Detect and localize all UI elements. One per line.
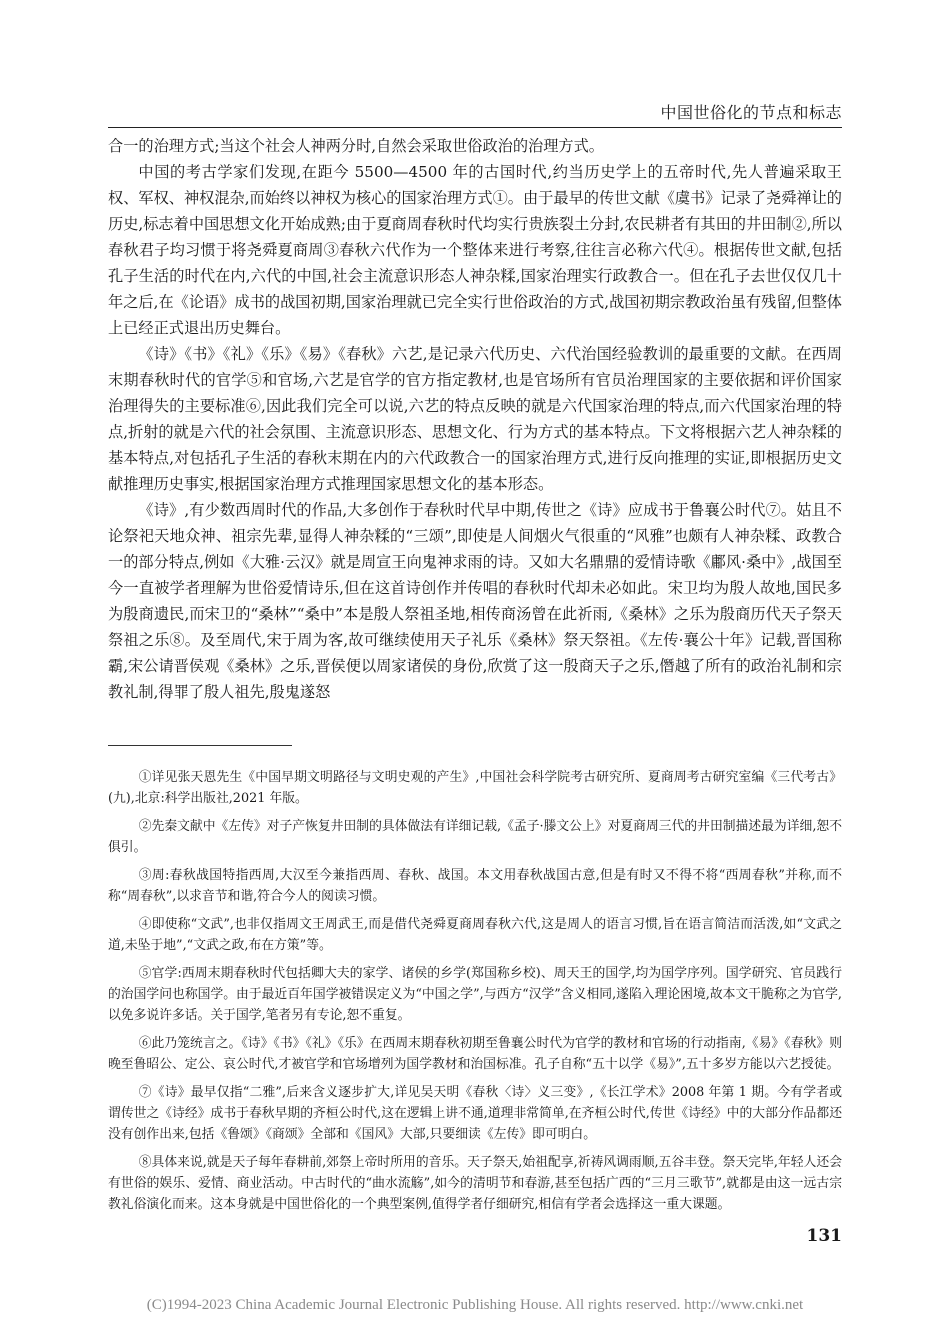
footnote-3: ③周:春秋战国特指西周,大汉至今兼指西周、春秋、战国。本文用春秋战国古意,但是有时又不得不将“西周春秋”并称,而不称“周春秋”,以求音节和谐,符合今人的阅读习惯。 xyxy=(108,868,842,904)
footnote-6: ⑥此乃笼统言之。《诗》《书》《礼》《乐》在西周末期春秋初期至鲁襄公时代为官学的教材和官场的行动指南,《易》《春秋》则晚至鲁昭公、定公、哀公时代,才被官学和官场增列为国学教材和治国标准。孔子自称“五十以学《易》”,五十多岁方能以六艺授徒。 xyxy=(108,1036,842,1072)
copyright-watermark: (C)1994-2023 China Academic Journal Electronic Publishing House. All rights reserved. http://www.cnki.net xyxy=(146,1297,804,1313)
body-text xyxy=(108,133,842,705)
footnote-8: ⑧具体来说,就是天子每年春耕前,郊祭上帝时所用的音乐。天子祭天,始祖配享,祈祷风调雨顺,五谷丰登。祭天完毕,年轻人还会有世俗的娱乐、爱情、商业活动。中古时代的“曲水流觞”,如今的清明节和春游,甚至包括广西的“三月三歌节”,就都是由这一远古宗教礼俗演化而来。这本身就是中国世俗化的一个典型案例,值得学者仔细研究,相信有学者会选择这一重大课题。 xyxy=(108,1155,842,1212)
paragraph: 《诗》《书》《礼》《乐》《易》《春秋》六艺,是记录六代历史、六代治国经验教训的最重要的文献。在西周末期春秋时代的官学⑤和官场,六艺是官学的官方指定教材,也是官场所有官员治理国家的主要依据和评价国家治理得失的主要标准⑥,因此我们完全可以说,六艺的特点反映的就是六代国家治理的特点,而六代国家治理的特点,折射的就是六代的社会氛围、主流意识形态、思想文化、行为方式的基本特点。下文将根据六艺人神杂糅的基本特点,对包括孔子生活的春秋末期在内的六代政教合一的国家治理方式,进行反向推理的实证,即根据历史文献推理历史事实,根据国家治理方式推理国家思想文化的基本形态。 xyxy=(108,345,842,493)
footnotes xyxy=(108,767,842,1222)
paragraph: 《诗》,有少数西周时代的作品,大多创作于春秋时代早中期,传世之《诗》应成书于鲁襄公时代⑦。姑且不论祭祀天地众神、祖宗先辈,显得人神杂糅的“三颂”,即使是人间烟火气很重的“风雅”也颇有人神杂糅、政教合一的部分特点,例如《大雅·云汉》就是周宣王向鬼神求雨的诗。又如大名鼎鼎的爱情诗歌《鄘风·桑中》,战国至今一直被学者理解为世俗爱情诗乐,但在这首诗创作并传唱的春秋时代却未必如此。宋卫均为殷人故地,国民多为殷商遗民,而宋卫的“桑林”“桑中”本是殷人祭祖圣地,相传商汤曾在此祈雨,《桑林》之乐为殷商历代天子祭天祭祖之乐⑧。及至周代,宋于周为客,故可继续使用天子礼乐《桑林》祭天祭祖。《左传·襄公十年》记载,晋国称霸,宋公请晋侯观《桑林》之乐,晋侯便以周家诸侯的身份,欣赏了这一殷商天子之乐,僭越了所有的政治礼制和宗教礼制,得罪了殷人祖先,殷鬼遂怒 xyxy=(108,501,842,701)
footnote-5: ⑤官学:西周末期春秋时代包括卿大夫的家学、诸侯的乡学(郑国称乡校)、周天王的国学,均为国学序列。国学研究、官员践行的治国学问也称国学。由于最近百年国学被错误定义为“中国之学”,与西方“汉学”含义相同,遂陷入理论困境,故本文干脆称之为官学,以免多说许多话。关于国学,笔者另有专论,恕不重复。 xyxy=(108,966,842,1023)
paragraph: 中国的考古学家们发现,在距今 5500—4500 年的古国时代,约当历史学上的五帝时代,先人普遍采取王权、军权、神权混杂,而始终以神权为核心的国家治理方式①。由于最早的传世文献《虞书》记录了尧舜禅让的历史,标志着中国思想文化开始成熟;由于夏商周春秋时代均实行贵族裂土分封,农民耕者有其田的井田制②,所以春秋君子均习惯于将尧舜夏商周③春秋六代作为一个整体来进行考察,往往言必称六代④。根据传世文献,包括孔子生活的时代在内,六代的中国,社会主流意识形态人神杂糅,国家治理实行政教合一。但在孔子去世仅仅几十年之后,在《论语》成书的战国初期,国家治理就已完全实行世俗政治的方式,战国初期宗教政治虽有残留,但整体上已经正式退出历史舞台。 xyxy=(108,163,842,337)
footnote-separator xyxy=(108,745,292,746)
footnote-7: ⑦《诗》最早仅指“二雅”,后来含义逐步扩大,详见吴天明《春秋〈诗〉义三变》,《长江学术》2008 年第 1 期。今有学者或谓传世之《诗经》成书于春秋早期的齐桓公时代,这在逻辑上讲不通,道理非常简单,在齐桓公时代,传世《诗经》中的大部分作品都还没有创作出来,包括《鲁颂》《商颂》全部和《国风》大部,只要细读《左传》即可明白。 xyxy=(108,1085,842,1142)
page-number: 131 xyxy=(806,1226,842,1246)
running-head: 中国世俗化的节点和标志 xyxy=(660,103,842,122)
footnote-1: ①详见张天恩先生《中国早期文明路径与文明史观的产生》,中国社会科学院考古研究所、夏商周考古研究室编《三代考古》(九),北京:科学出版社,2021 年版。 xyxy=(108,770,842,806)
footnote-4: ④即使称“文武”,也非仅指周文王周武王,而是借代尧舜夏商周春秋六代,这是周人的语言习惯,旨在语言简洁而活泼,如“文武之道,未坠于地”,“文武之政,布在方策”等。 xyxy=(108,917,842,953)
header-rule xyxy=(108,127,842,128)
paragraph: 合一的治理方式;当这个社会人神两分时,自然会采取世俗政治的治理方式。 xyxy=(108,137,604,155)
footnote-2: ②先秦文献中《左传》对子产恢复井田制的具体做法有详细记载,《孟子·滕文公上》对夏商周三代的井田制描述最为详细,恕不俱引。 xyxy=(108,819,842,855)
